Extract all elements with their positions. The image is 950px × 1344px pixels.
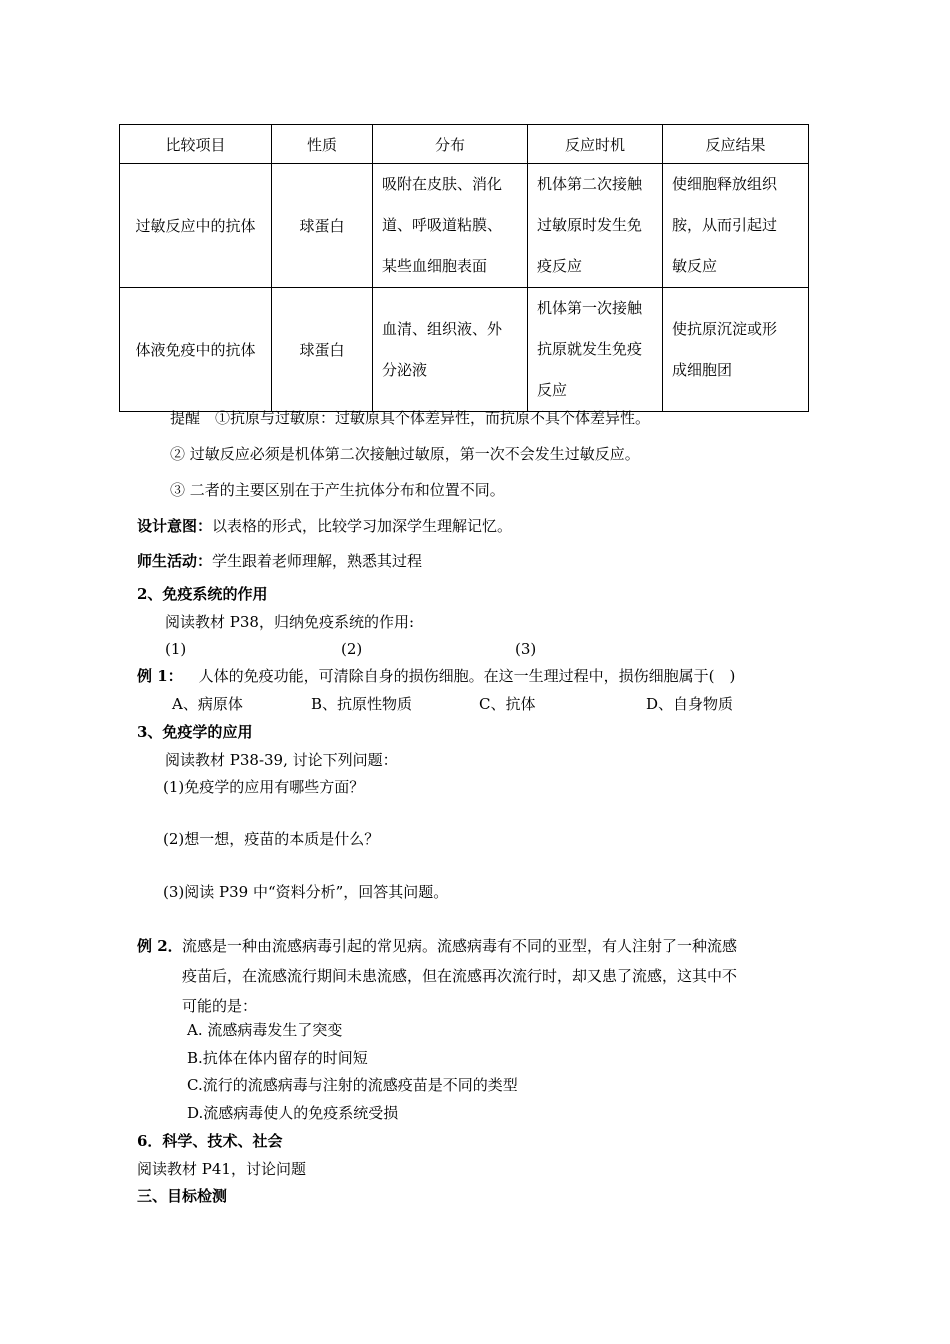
- example-2-label: 例 2．: [137, 937, 183, 955]
- cell-line: 机体第一次接触: [537, 299, 643, 317]
- table-row: [120, 164, 809, 288]
- example-2-option-b: B.抗体在体内留存的时间短: [187, 1049, 368, 1067]
- cell-timing: [528, 164, 663, 288]
- cell-line: 机体第二次接触: [537, 175, 643, 193]
- section-6-read: 阅读教材 P41，讨论问题: [137, 1160, 306, 1178]
- tip-1: 提醒 ①抗原与过敏原：过敏原具个体差异性，而抗原不具个体差异性。: [170, 409, 651, 427]
- cell-line: 使细胞释放组织: [672, 175, 778, 193]
- section-3-question-2: (2)想一想，疫苗的本质是什么？: [163, 830, 380, 848]
- cell-line: 分泌液: [382, 360, 428, 379]
- example-1-label: 例 1：: [137, 667, 183, 685]
- section-3-question-1: (1)免疫学的应用有哪些方面？: [163, 778, 365, 796]
- cell-line: 成细胞团: [672, 360, 733, 379]
- table-row: [120, 288, 809, 412]
- example-1-option-a: A、病原体: [172, 695, 243, 713]
- section-2-heading: 2、免疫系统的作用: [137, 585, 268, 603]
- cell-line: 道、呼吸道粘膜、: [382, 216, 503, 234]
- cell-distribution: [373, 288, 528, 412]
- example-2-option-d: D.流感病毒使人的免疫系统受损: [187, 1104, 399, 1122]
- cell-distribution: [373, 164, 528, 288]
- cell-timing: [528, 288, 663, 412]
- tip-2: ② 过敏反应必须是机体第二次接触过敏原，第一次不会发生过敏反应。: [170, 445, 640, 463]
- activity-text: 学生跟着老师理解，熟悉其过程: [212, 552, 423, 570]
- example-1: [137, 666, 735, 686]
- example-2-line: 可能的是：: [182, 997, 258, 1015]
- section-2-read: 阅读教材 P38，归纳免疫系统的作用:: [165, 613, 415, 631]
- teacher-student-activity: [137, 551, 422, 571]
- cell-line: 疫反应: [537, 257, 583, 275]
- example-1-option-d: D、自身物质: [646, 695, 734, 713]
- cell-result: [663, 164, 809, 288]
- example-1-question: 人体的免疫功能，可清除自身的损伤细胞。在这一生理过程中，损伤细胞属于( ): [198, 667, 736, 685]
- header-timing: 反应时机: [528, 125, 663, 164]
- cell-line: 过敏原时发生免: [537, 216, 643, 234]
- cell-nature: 球蛋白: [272, 288, 373, 412]
- example-1-option-c: C、抗体: [479, 695, 536, 713]
- section-2-item-3: (3): [515, 640, 537, 658]
- cell-line: 胺，从而引起过: [672, 216, 778, 234]
- example-2-option-a: A. 流感病毒发生了突变: [187, 1021, 343, 1039]
- cell-line: 抗原就发生免疫: [537, 340, 643, 358]
- section-2-item-2: (2): [341, 640, 363, 658]
- design-intent: [137, 516, 512, 536]
- section-2-item-1: (1): [165, 640, 187, 658]
- header-item: 比较项目: [120, 125, 272, 164]
- activity-label: 师生活动：: [137, 552, 213, 570]
- cell-item: 体液免疫中的抗体: [120, 288, 272, 412]
- header-distribution: 分布: [373, 125, 528, 164]
- cell-line: 某些血细胞表面: [382, 257, 488, 275]
- cell-nature: 球蛋白: [272, 164, 373, 288]
- section-3-question-3: (3)阅读 P39 中“资料分析”，回答其问题。: [163, 883, 449, 901]
- tip-3: ③ 二者的主要区别在于产生抗体分布和位置不同。: [170, 481, 505, 499]
- design-intent-text: 以表格的形式，比较学习加深学生理解记忆。: [212, 517, 513, 535]
- header-result: 反应结果: [663, 125, 809, 164]
- cell-line: 使抗原沉淀或形: [672, 319, 778, 338]
- section-6-heading: 6．科学、技术、社会: [137, 1132, 283, 1150]
- cell-line: 反应: [537, 381, 568, 399]
- example-2-line: 流感是一种由流感病毒引起的常见病。流感病毒有不同的亚型，有人注射了一种流感: [182, 937, 738, 955]
- example-2-stem: [182, 931, 822, 1021]
- cell-line: 敏反应: [672, 257, 718, 275]
- cell-line: 血清、组织液、外: [382, 319, 503, 338]
- table-header-row: [120, 125, 809, 164]
- section-3-heading: 3、免疫学的应用: [137, 723, 253, 741]
- design-intent-label: 设计意图：: [137, 517, 213, 535]
- example-2-option-c: C.流行的流感病毒与注射的流感疫苗是不同的类型: [187, 1076, 518, 1094]
- section-3-read: 阅读教材 P38-39, 讨论下列问题：: [165, 751, 398, 769]
- example-2-line: 疫苗后，在流感流行期间未患流感，但在流感再次流行时，却又患了流感，这其中不: [182, 967, 738, 985]
- header-nature: 性质: [272, 125, 373, 164]
- section-goal-heading: 三、目标检测: [137, 1187, 228, 1205]
- cell-item: 过敏反应中的抗体: [120, 164, 272, 288]
- example-1-option-b: B、抗原性物质: [311, 695, 413, 713]
- cell-line: 吸附在皮肤、消化: [382, 175, 503, 193]
- comparison-table: [119, 124, 809, 412]
- cell-result: [663, 288, 809, 412]
